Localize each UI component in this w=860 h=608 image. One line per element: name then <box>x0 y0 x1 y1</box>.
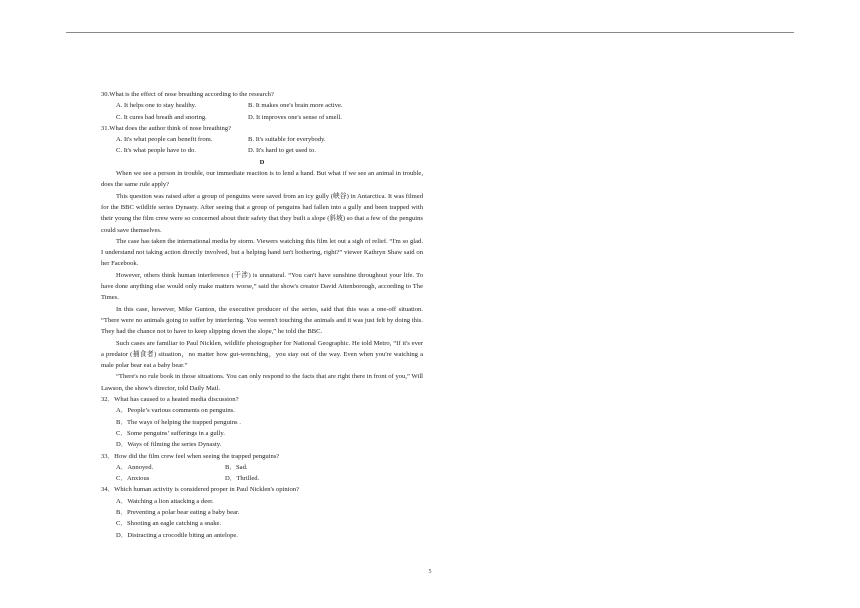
passage-paragraph: “There's no rule book in those situations. You can only respond to the facts that are right there in front of you,” Will Lawson, the show's director, told Daily Mail. <box>101 373 423 392</box>
question-32-stem: 32．What has caused to a heated media discussion? <box>101 396 239 404</box>
question-31-options-row-2 <box>101 145 423 156</box>
passage-paragraph: When we see a person in trouble, our immediate reaction is to lend a hand. But what if we see an animal in trouble, does the same rule apply? <box>101 170 423 189</box>
question-31-option-b: B. It's suitable for everybody. <box>248 136 326 144</box>
question-33-options-row-1 <box>101 462 423 473</box>
passage-paragraph: This question was raised after a group of penguins were saved from an icy gully (峡谷) in Antarctica. It was filmed for the BBC wildlife series Dynasty. After seeing that a group of penguins had fallen into a gully and been trapped with their young the film crew were so concerned about their safety that they built a slope (斜坡) so that a few of the penguins could save themselves. <box>101 192 423 234</box>
passage-paragraph: Such cases are familiar to Paul Nicklen, wildlife photographer for National Geographic. He told Metro, “If it's ever a predator (捕食者) situation，no matter how gut-wrenching，you stay out of the way. Even when you're watching a male polar bear eat a baby bear.” <box>101 339 423 370</box>
question-31-option-c: C. It's what people have to do. <box>116 147 196 155</box>
question-33-stem: 33．How did the film crew feel when seeing the trapped penguins? <box>101 452 280 460</box>
question-31-options-row-1 <box>101 134 423 145</box>
question-30-option-b: B. It makes one's brain more active. <box>248 102 343 110</box>
question-33-option-a: A．Annoyed. <box>116 463 154 471</box>
question-32-option-d: D．Ways of filming the series Dynasty. <box>116 441 222 449</box>
question-33-option-b: B．Sad. <box>225 463 248 471</box>
passage-paragraph: In this case, however, Mike Gunton, the executive producer of the series, said that this was a one-off situation. “There were no animals going to suffer by interfering. You weren't touching the animals and it was just felt by doing this. They had the chance not to have to keep slipping down the slope,” he told the BBC. <box>101 305 423 336</box>
question-31-option-d: D. It's hard to get used to. <box>248 147 316 155</box>
question-31-stem: 31.What does the author think of nose breathing? <box>101 124 232 132</box>
page-number: 5 <box>428 569 432 575</box>
page-content <box>101 89 423 541</box>
question-32-option-a: A．People’s various comments on penguins. <box>116 407 235 415</box>
question-33-options-row-2 <box>101 473 423 484</box>
question-30-option-c: C. It cures bad breath and snoring. <box>116 113 207 121</box>
question-34-option-c: C．Shooting an eagle catching a snake. <box>116 520 222 528</box>
header-rule <box>66 32 794 33</box>
question-33-option-c: C．Anxious <box>116 475 150 483</box>
question-32-option-b: B．The ways of helping the trapped penguins . <box>116 418 241 426</box>
question-33-option-d: D．Thrilled. <box>225 475 260 483</box>
passage-paragraph: However, others think human interference (干涉) is unnatural. “You can't have sunshine throughout your life. To have done anything else would only make matters worse,” said the show's creator David Attenborough, according to The Times. <box>101 271 423 302</box>
passage-paragraph: The case has taken the international media by storm. Viewers watching this film let out a sigh of relief. “I'm so glad. I understand not taking action directly involved, but a helping hand isn't bothering, right?” viewer Kathryn Shaw said on her Facebook. <box>101 237 423 268</box>
question-30-options-row-1 <box>101 100 423 111</box>
question-34-stem: 34．Which human activity is considered proper in Paul Nicklen's opinion? <box>101 486 300 494</box>
question-32-option-c: C．Some penguins’ sufferings in a gully. <box>116 429 225 437</box>
question-30-option-a: A. It helps one to stay healthy. <box>116 102 197 110</box>
question-34-option-d: D．Distracting a crocodile biting an antelope. <box>116 531 238 539</box>
question-31-option-a: A. It's what people can benefit from. <box>116 136 213 144</box>
question-30-stem: 30.What is the effect of nose breathing according to the research? <box>101 91 274 98</box>
question-34-option-b: B．Preventing a polar bear eating a baby bear. <box>116 508 240 516</box>
section-d-title: D <box>259 158 265 166</box>
question-34-option-a: A．Watching a lion attacking a deer. <box>116 497 214 505</box>
question-30-option-d: D. It improves one's sense of smell. <box>248 113 342 121</box>
question-30-options-row-2 <box>101 112 423 123</box>
